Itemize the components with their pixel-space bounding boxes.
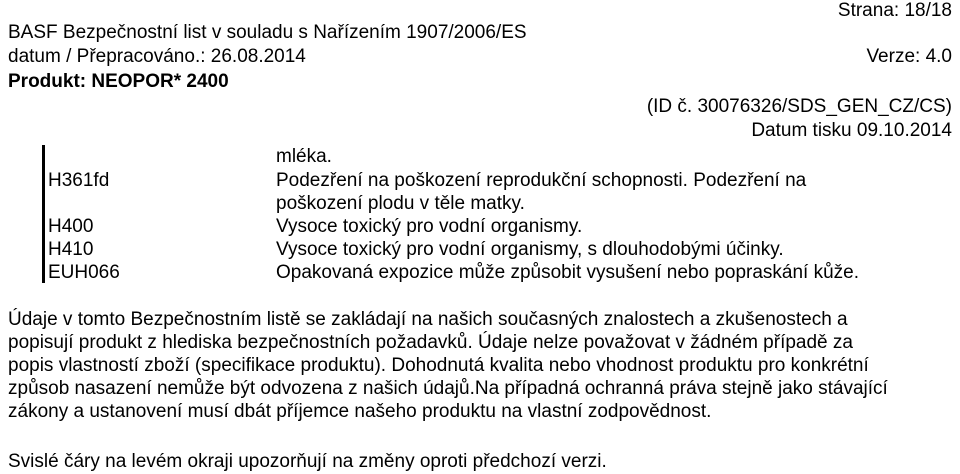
hazard-code: H361fd [48,170,110,191]
hazard-text-line: Vysoce toxický pro vodní organismy. [276,216,583,237]
hazard-text-line: Opakovaná expozice může způsobit vysušení nebo popraskání kůže. [276,262,860,283]
change-marker-bar [42,145,45,283]
document-id: (ID č. 30076326/SDS_GEN_CZ/CS) [646,96,952,117]
print-date: Datum tisku 09.10.2014 [751,120,952,141]
version: Verze: 4.0 [866,46,952,67]
revision-date: datum / Přepracováno.: 26.08.2014 [8,46,306,67]
page-number: Strana: 18/18 [837,0,952,21]
footer-note: Svislé čáry na levém okraji upozorňují na změny oproti předchozí verzi. [8,451,607,472]
disclaimer-line: způsob nasazení nemůže být odvozena z našich údajů.Na případná ochranná práva stejně jako stávající [8,378,888,399]
product-name: Produkt: NEOPOR* 2400 [8,71,229,92]
hazard-text-line: poškození plodu v těle matky. [276,193,525,214]
hazard-text-line: mléka. [276,146,332,167]
disclaimer-line: zákony a ustanovení musí dbát příjemce našeho produktu na vlastní zodpovědnost. [8,401,712,422]
hazard-code: H400 [48,216,94,237]
hazard-text-line: Vysoce toxický pro vodní organismy, s dlouhodobými účinky. [276,239,784,260]
disclaimer-line: popisují produkt z hlediska bezpečnostních požadavků. Údaje nelze považovat v žádném případě za [8,332,853,353]
hazard-code: H410 [48,239,94,260]
hazard-code: EUH066 [48,262,120,283]
disclaimer-line: popis vlastností zboží (specifikace produktu). Dohodnutá kvalita nebo vhodnost produktu pro konkrétní [8,355,869,376]
regulation-title: BASF Bezpečnostní list v souladu s Nařízením 1907/2006/ES [8,22,527,43]
hazard-text-line: Podezření na poškození reprodukční schopnosti. Podezření na [276,170,807,191]
disclaimer-line: Údaje v tomto Bezpečnostním listě se zakládají na našich současných znalostech a zkušenostech a [8,309,848,330]
